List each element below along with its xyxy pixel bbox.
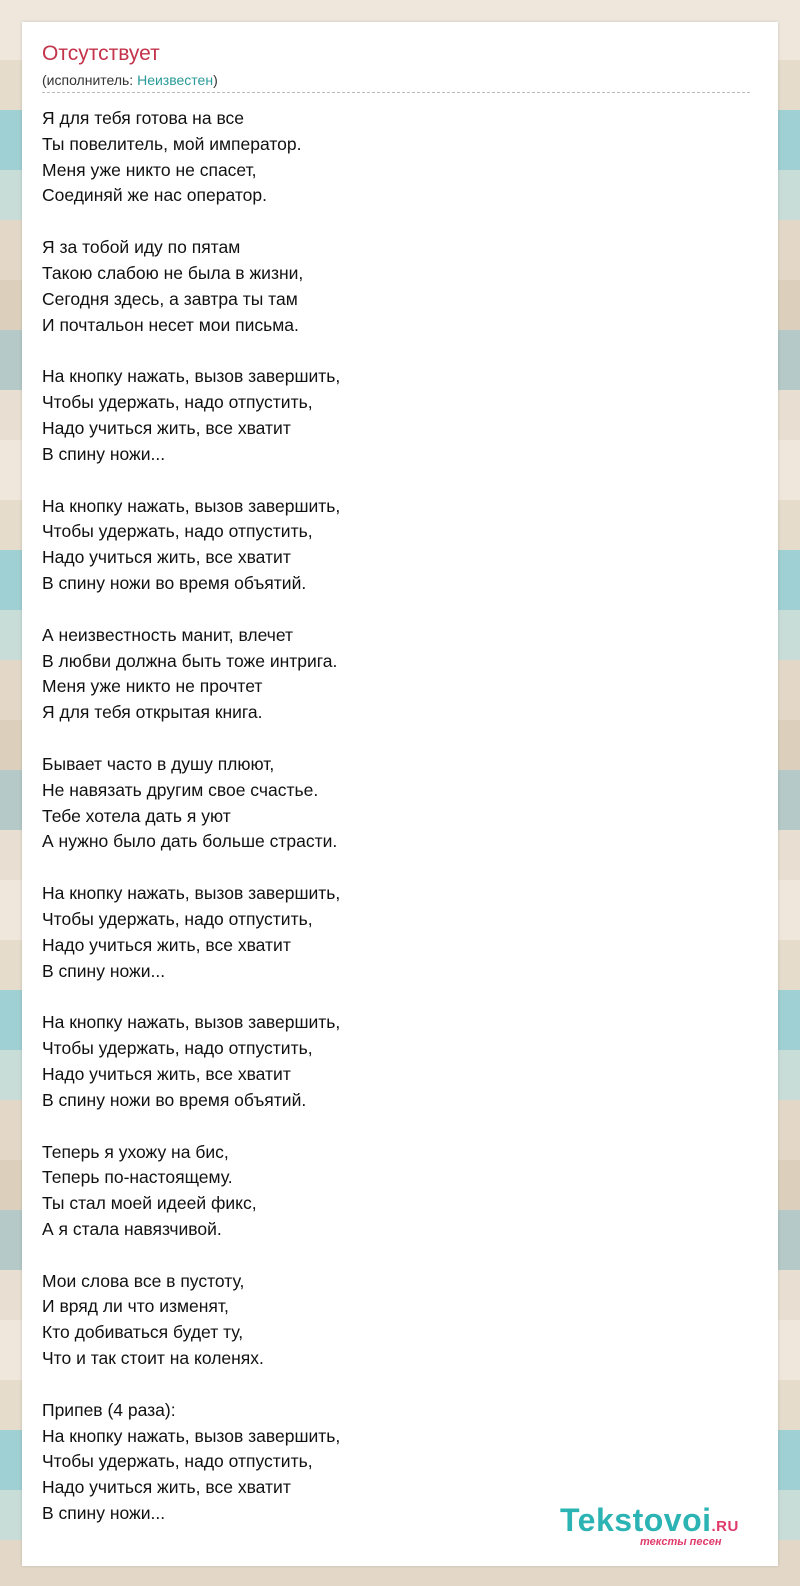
lyrics-stanza <box>42 881 742 984</box>
lyrics-line: А нужно было дать больше страсти. <box>42 831 338 852</box>
lyrics-line: Такою слабою не была в жизни, <box>42 262 304 283</box>
lyrics-line: Сегодня здесь, а завтра ты там <box>42 288 298 309</box>
title-divider <box>42 92 750 93</box>
lyrics-card <box>22 22 778 1566</box>
lyrics-line: Соединяй же нас оператор. <box>42 185 267 206</box>
lyrics-line: В любви должна быть тоже интрига. <box>42 650 338 671</box>
song-subtitle <box>42 72 218 88</box>
lyrics-line: Чтобы удержать, надо отпустить, <box>42 521 313 542</box>
site-logo[interactable] <box>560 1502 770 1552</box>
lyrics-line: Теперь я ухожу на бис, <box>42 1141 229 1162</box>
lyrics-line: Надо учиться жить, все хватит <box>42 1477 291 1498</box>
lyrics-line: Я для тебя открытая книга. <box>42 702 263 723</box>
artist-suffix: ) <box>213 72 218 88</box>
lyrics-line: Тебе хотела дать я уют <box>42 805 231 826</box>
lyrics-line: Я для тебя готова на все <box>42 108 245 128</box>
lyrics-line: В спину ножи во время объятий. <box>42 572 307 593</box>
lyrics-line: Кто добиваться будет ту, <box>42 1322 244 1343</box>
lyrics-stanza <box>42 1269 742 1372</box>
lyrics-line: Чтобы удержать, надо отпустить, <box>42 392 313 413</box>
lyrics-line: В спину ножи во время объятий. <box>42 1089 307 1110</box>
artist-link[interactable]: Неизвестен <box>137 72 214 88</box>
lyrics-line: Чтобы удержать, надо отпустить, <box>42 908 313 929</box>
lyrics-line: Меня уже никто не спасет, <box>42 159 257 180</box>
lyrics-line: Не навязать другим свое счастье. <box>42 779 319 800</box>
lyrics-stanza <box>42 623 742 726</box>
lyrics-stanza <box>42 494 742 597</box>
artist-prefix: (исполнитель: <box>42 72 138 88</box>
lyrics-line: В спину ножи... <box>42 960 166 981</box>
lyrics-line: Надо учиться жить, все хватит <box>42 934 291 955</box>
lyrics-line: Ты повелитель, мой император. <box>42 133 302 154</box>
lyrics-line: Надо учиться жить, все хватит <box>42 1063 291 1084</box>
lyrics-line: А неизвестность манит, влечет <box>42 624 294 645</box>
lyrics-line: А я стала навязчивой. <box>42 1218 222 1239</box>
lyrics-line: Теперь по-настоящему. <box>42 1167 233 1188</box>
lyrics-line: На кнопку нажать, вызов завершить, <box>42 883 341 904</box>
lyrics-stanza <box>42 106 742 209</box>
logo-tld: .RU <box>711 1518 739 1535</box>
lyrics-line: На кнопку нажать, вызов завершить, <box>42 495 341 516</box>
lyrics-line: Надо учиться жить, все хватит <box>42 417 291 438</box>
logo-wordmark <box>560 1502 739 1539</box>
lyrics-line: Чтобы удержать, надо отпустить, <box>42 1038 313 1059</box>
lyrics-line: На кнопку нажать, вызов завершить, <box>42 1012 341 1033</box>
lyrics-line: На кнопку нажать, вызов завершить, <box>42 1425 341 1446</box>
lyrics-line: Я за тобой иду по пятам <box>42 237 241 258</box>
lyrics-line: Что и так стоит на коленях. <box>42 1348 264 1369</box>
lyrics-line: Мои слова все в пустоту, <box>42 1270 245 1291</box>
lyrics-line: В спину ножи... <box>42 443 166 464</box>
lyrics-stanza <box>42 235 742 338</box>
lyrics-stanza <box>42 364 742 467</box>
lyrics-stanza <box>42 1010 742 1113</box>
song-title: Отсутствует <box>42 42 160 65</box>
lyrics-line: Ты стал моей идеей фикс, <box>42 1193 257 1214</box>
lyrics-line: В спину ножи... <box>42 1503 166 1524</box>
lyrics-line: И вряд ли что изменят, <box>42 1296 229 1317</box>
logo-name: Tekstovoi <box>560 1502 712 1538</box>
lyrics-line: И почтальон несет мои письма. <box>42 314 299 335</box>
logo-tagline: тексты песен <box>640 1536 722 1548</box>
lyrics-line: Бывает часто в душу плюют, <box>42 753 275 774</box>
lyrics-stanza <box>42 752 742 855</box>
lyrics-line: Меня уже никто не прочтет <box>42 676 263 697</box>
lyrics-text <box>42 106 742 1553</box>
lyrics-line: Припев (4 раза): <box>42 1399 176 1420</box>
lyrics-line: На кнопку нажать, вызов завершить, <box>42 366 341 387</box>
lyrics-line: Чтобы удержать, надо отпустить, <box>42 1451 313 1472</box>
lyrics-line: Надо учиться жить, все хватит <box>42 547 291 568</box>
lyrics-stanza <box>42 1140 742 1243</box>
